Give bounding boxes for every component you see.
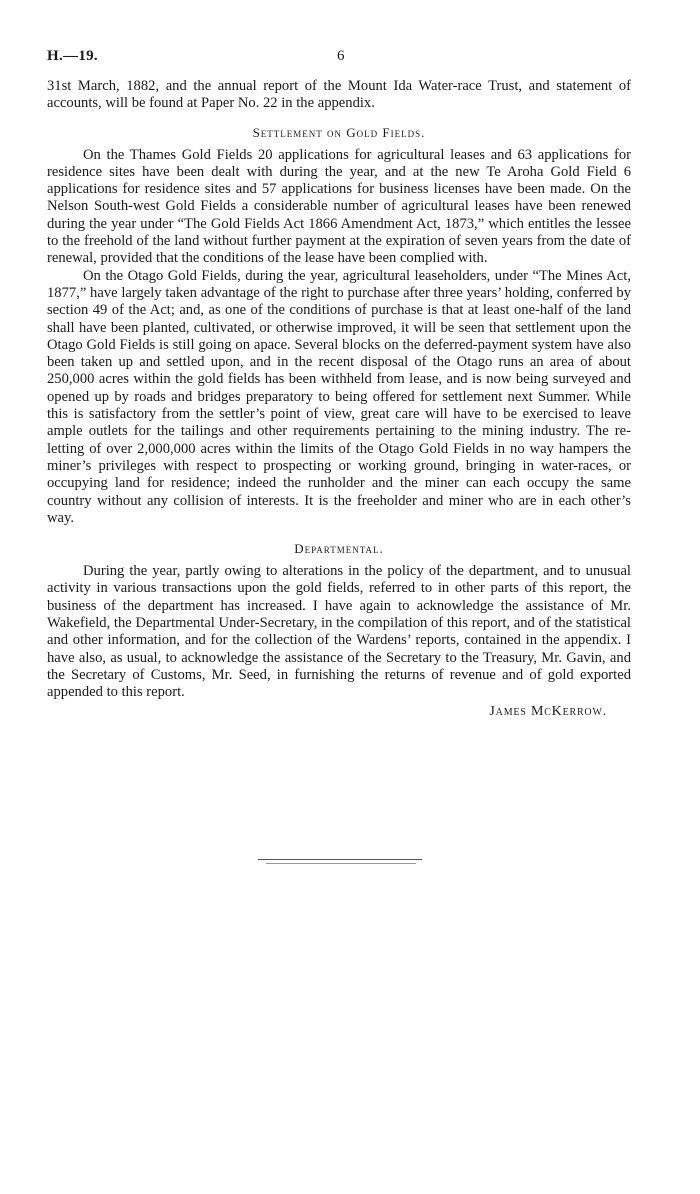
end-rule-secondary: [266, 863, 416, 864]
paper-reference: H.—19.: [47, 48, 98, 64]
page-header: [47, 48, 631, 78]
section-heading-departmental: Departmental.: [294, 541, 384, 557]
section-heading-settlement: Settlement on Gold Fields.: [252, 124, 426, 140]
paragraph-otago: On the Otago Gold Fields, during the year, agricultural leaseholders, under “The Mines Act, 1877,” have largely taken advantage of the right to purchase after three years’ holding, conferred by section 49 of the Act; and, as one of the conditions of purchase is that at least one-half of the land shall have been planted, cultivated, or otherwise improved, it will be seen that settlement upon the Otago Gold Fields is still going on apace. Several blocks on the deferred-payment system have also been taken up and settled upon, and in the recent disposal of the Otago runs an area of about 250,000 acres within the gold fields has been withheld from lease, and is now being surveyed and opened up by roads and bridges preparatory to being offered for settlement next Summer. While this is satisfactory from the settler’s point of view, great care will have to be exercised to leave ample outlets for the tailings and other requirements pertaining to the mining industry. The re-letting of over 2,000,000 acres within the limits of the Otago Gold Fields in no way hampers the miner’s privileges with respect to prospecting or working ground, bringing in water-races, or occupying land for residence; indeed the runholder and the miner can each occupy the same country without any collision of interests. It is the freeholder and miner who are in each other’s way.: [47, 267, 631, 526]
end-rule: [258, 859, 422, 860]
document-page: [47, 48, 631, 720]
intro-paragraph: 31st March, 1882, and the annual report of the Mount Ida Water-race Trust, and statement of accounts, will be found at Paper No. 22 in the appendix.: [47, 78, 631, 112]
paragraph-thames: On the Thames Gold Fields 20 applications for agricultural leases and 63 applications for residence sites have been dealt with during the year, and at the new Te Aroha Gold Field 6 applications for residence sites and 57 applications for business licenses have been made. On the Nelson South-west Gold Fields a considerable number of agricultural leases have been renewed during the year under “The Gold Fields Act 1866 Amendment Act, 1873,” which entitles the lessee to the freehold of the land without further payment at the expiration of seven years from the date of renewal, provided that the conditions of the lease have been complied with.: [47, 146, 631, 267]
paragraph-departmental: During the year, partly owing to alterations in the policy of the department, and to unusual activity in various transactions upon the gold fields, referred to in other parts of this report, the business of the department has increased. I have again to acknowledge the assistance of Mr. Wakefield, the Departmental Under-Secretary, in the compilation of this report, and of the statistical and other information, and for the collection of the Wardens’ reports, contained in the appendix. I have also, as usual, to acknowledge the assistance of the Secretary to the Treasury, Mr. Gavin, and the Secretary of Customs, Mr. Seed, in furnishing the returns of revenue and of gold exported appended to this report.: [47, 563, 631, 701]
signature: James McKerrow.: [489, 703, 607, 719]
page-number: 6: [337, 48, 345, 64]
